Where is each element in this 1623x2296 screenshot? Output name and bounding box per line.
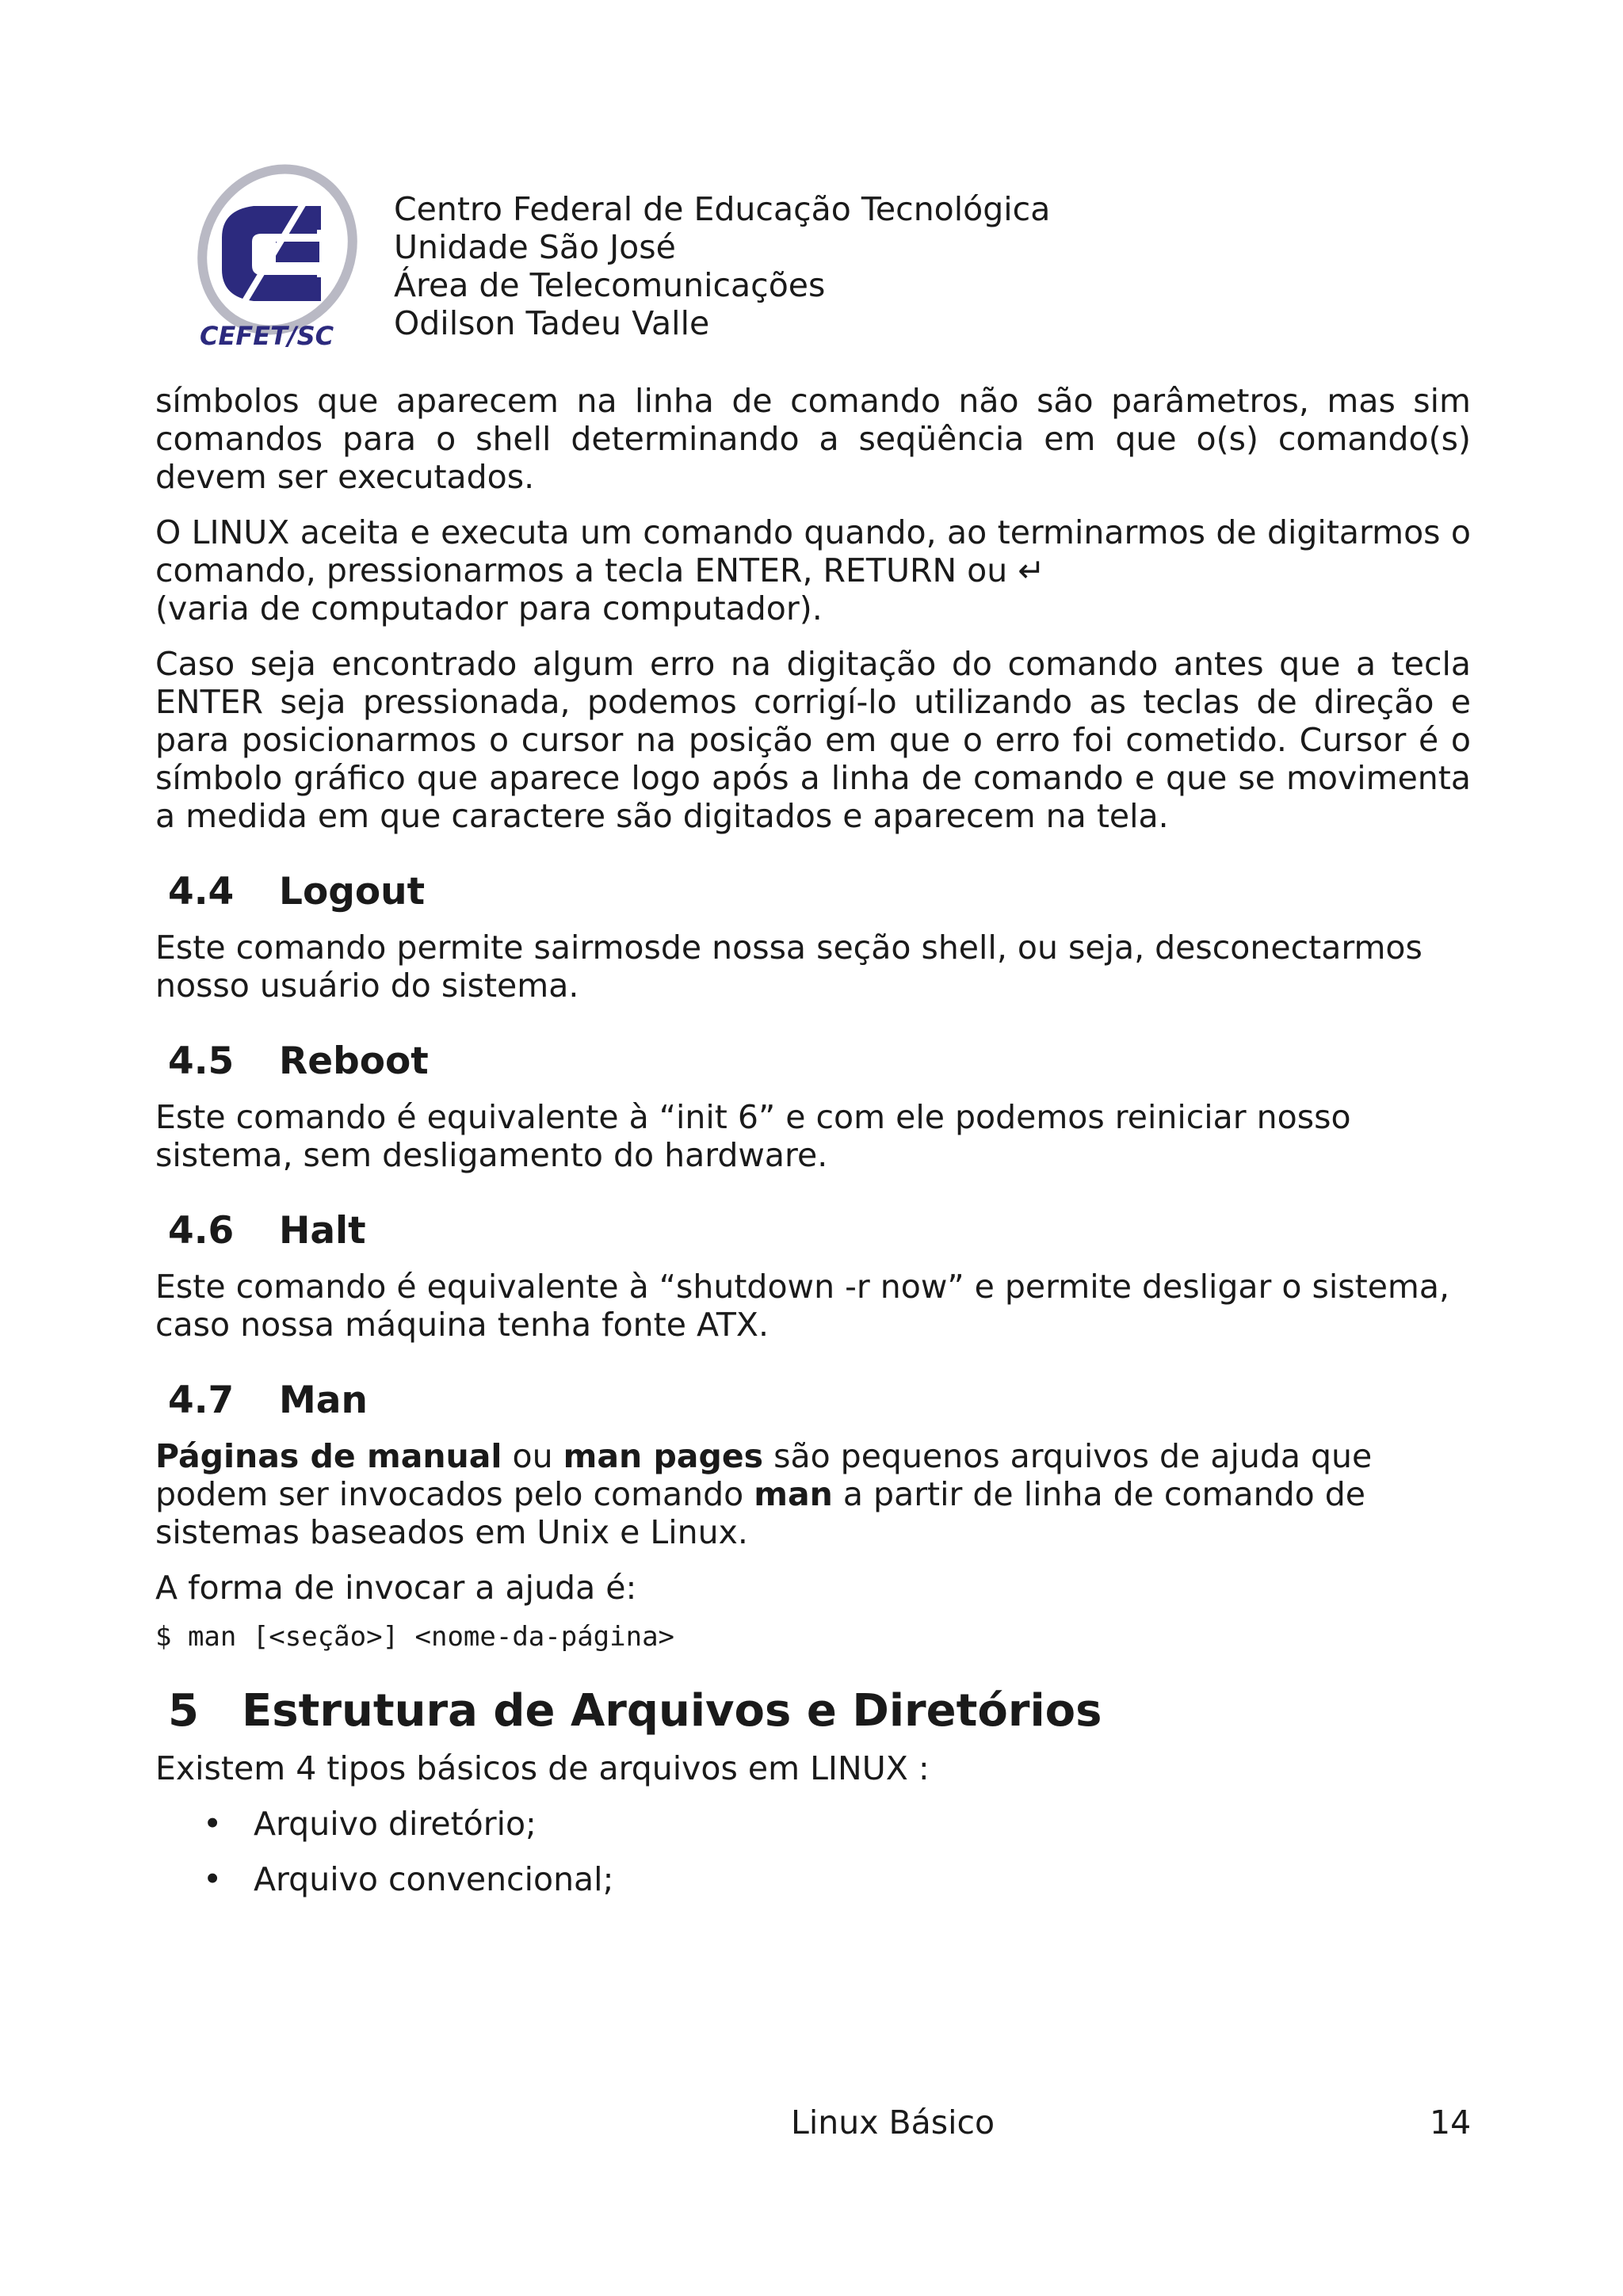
bullet-icon: • [203, 1805, 223, 1843]
code-example: $ man [<seção>] <nome-da-página> [155, 1621, 675, 1653]
section-text-invoke: A forma de invocar a ajuda é: [155, 1569, 637, 1607]
section-number: 4.7 [168, 1379, 235, 1422]
chapter-number: 5 [168, 1685, 199, 1737]
section-number: 4.6 [168, 1209, 235, 1253]
section-text-reboot: Este comando é equivalente à “init 6” e com ele podemos reiniciar nosso sistema, sem desligamento do hardware. [155, 1098, 1351, 1174]
section-number: 4.4 [168, 870, 235, 913]
paragraph-enter-text: O LINUX aceita e executa um comando quando, ao terminarmos de digitarmos o comando, pressionarmos a tecla ENTER, RETURN ou [155, 513, 1471, 589]
paragraph-enter-key [155, 513, 1471, 627]
paragraph-cursor: Caso seja encontrado algum erro na digitação do comando antes que a tecla ENTER seja pressionada, podemos corrigí-lo utilizando as teclas de direção e para posicionarmos o cursor na posição em que o erro foi cometido. Cursor é o símbolo gráfico que aparece logo após a linha de comando e que se movimenta a medida em que caractere são digitados e aparecem na tela. [155, 645, 1471, 835]
list-item-text: Arquivo convencional; [254, 1860, 614, 1898]
text-run: são pequenos arquivos de ajuda que podem ser invocados pelo comando [155, 1437, 1373, 1513]
page-number: 14 [1430, 2103, 1472, 2142]
institution-header [394, 190, 1050, 342]
section-heading-logout [168, 870, 1471, 914]
section-text-logout: Este comando permite sairmosde nossa seção shell, ou seja, desconectarmos nosso usuário do sistema. [155, 929, 1423, 1005]
section-text-halt: Este comando é equivalente à “shutdown -r now” e permite desligar o sistema, caso nossa máquina tenha fonte ATX. [155, 1268, 1450, 1344]
paragraph-enter-tail: (varia de computador para computador). [155, 589, 823, 627]
text-run: ou [502, 1437, 563, 1475]
header-line-unit: Unidade São José [394, 228, 676, 266]
chapter-intro: Existem 4 tipos básicos de arquivos em LINUX : [155, 1749, 930, 1787]
list-item-text: Arquivo diretório; [254, 1805, 537, 1843]
section-title: Logout [279, 870, 426, 913]
enter-key-icon: ↵ [1018, 551, 1045, 589]
section-title: Reboot [279, 1039, 429, 1083]
cefet-logo [190, 162, 376, 353]
list-item [155, 1805, 1471, 1843]
section-title: Halt [279, 1209, 366, 1253]
section-text-man [155, 1437, 1471, 1551]
section-number: 4.5 [168, 1039, 235, 1083]
text-run: a partir de linha de comando de sistemas baseados em Unix e Linux. [155, 1475, 1365, 1551]
bold-term-man: man [754, 1475, 833, 1513]
header-line-institution: Centro Federal de Educação Tecnológica [394, 190, 1051, 228]
bold-term-man-pages: man pages [563, 1437, 764, 1475]
bold-term-manual-pages: Páginas de manual [155, 1437, 502, 1475]
chapter-title: Estrutura de Arquivos e Diretórios [242, 1685, 1102, 1737]
section-heading-halt [168, 1209, 1471, 1253]
section-title: Man [279, 1379, 368, 1422]
chapter-heading [168, 1686, 1471, 1737]
list-item [155, 1860, 1471, 1898]
logo-text: CEFET/SC [200, 321, 334, 351]
paragraph-shell-symbols: símbolos que aparecem na linha de comando não são parâmetros, mas sim comandos para o shell determinando a seqüência em que o(s) comando(s) devem ser executados. [155, 382, 1471, 496]
section-heading-reboot [168, 1039, 1471, 1084]
header-line-author: Odilson Tadeu Valle [394, 304, 710, 342]
bullet-icon: • [203, 1860, 223, 1898]
file-types-list [155, 1805, 1471, 1898]
main-content [155, 382, 1471, 1916]
header-line-area: Área de Telecomunicações [394, 266, 826, 304]
footer-title: Linux Básico [791, 2103, 995, 2142]
section-heading-man [168, 1379, 1471, 1423]
